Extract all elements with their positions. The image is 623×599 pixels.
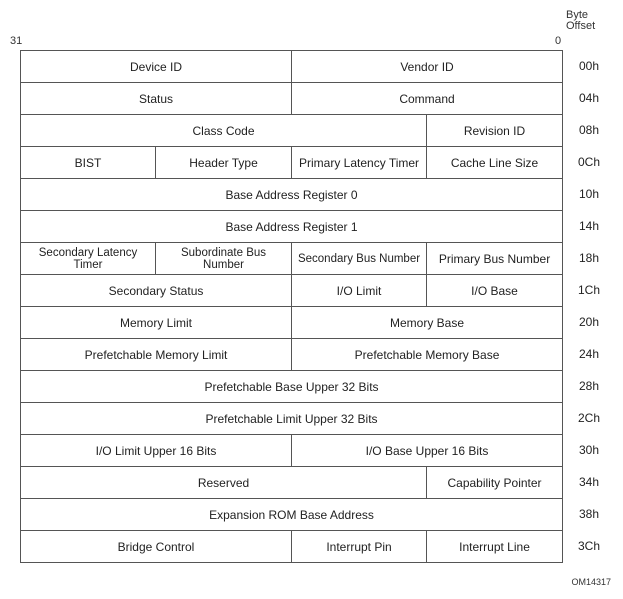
register-field: Primary Bus Number [427,243,563,275]
register-row [21,51,563,83]
byte-label: Byte [566,9,589,21]
register-row [21,403,563,435]
bit-31-label: 31 [10,35,23,47]
register-field: Command [292,83,563,115]
byte-offset-value: 2Ch [577,411,600,425]
byte-offset-value: 20h [578,315,600,329]
config-register-table [20,50,563,563]
register-row [21,531,563,563]
byte-offset-value: 24h [578,347,600,361]
offset-label: Offset [566,20,596,32]
register-field: I/O Base Upper 16 Bits [292,435,563,467]
register-row [21,147,563,179]
register-row [21,339,563,371]
register-row [21,275,563,307]
register-row [21,467,563,499]
register-field: Base Address Register 1 [21,211,563,243]
register-field: Secondary Status [21,275,292,307]
byte-offset-value: 34h [578,475,600,489]
byte-offset-value: 3Ch [577,539,600,553]
register-field: Expansion ROM Base Address [21,499,563,531]
register-row [21,211,563,243]
register-field: Header Type [156,147,292,179]
register-field: I/O Base [427,275,563,307]
register-field: Subordinate Bus Number [156,243,292,275]
register-field: Prefetchable Memory Base [292,339,563,371]
byte-offset-value: 00h [578,59,600,73]
register-field: Secondary Bus Number [292,243,427,275]
register-field: Base Address Register 0 [21,179,563,211]
register-field: Reserved [21,467,427,499]
byte-offset-value: 1Ch [577,283,600,297]
byte-offset-value: 14h [578,219,600,233]
register-field: Memory Limit [21,307,292,339]
register-row [21,371,563,403]
register-field: Memory Base [292,307,563,339]
register-field: I/O Limit Upper 16 Bits [21,435,292,467]
byte-offset-value: 10h [578,187,600,201]
register-row [21,115,563,147]
register-row [21,307,563,339]
byte-offset-value: 0Ch [577,155,600,169]
register-field: Revision ID [427,115,563,147]
register-row [21,83,563,115]
byte-offset-value: 30h [578,443,600,457]
register-field: Bridge Control [21,531,292,563]
register-field: Status [21,83,292,115]
register-field: Interrupt Pin [292,531,427,563]
register-field: I/O Limit [292,275,427,307]
register-field: Prefetchable Base Upper 32 Bits [21,371,563,403]
register-row [21,243,563,275]
register-row [21,179,563,211]
register-field: Device ID [21,51,292,83]
byte-offset-column [564,50,614,562]
register-row [21,499,563,531]
register-row [21,435,563,467]
register-field: Prefetchable Limit Upper 32 Bits [21,403,563,435]
register-field: BIST [21,147,156,179]
register-field: Vendor ID [292,51,563,83]
byte-offset-value: 38h [578,507,600,521]
register-field: Secondary Latency Timer [21,243,156,275]
register-field: Primary Latency Timer [292,147,427,179]
register-field: Class Code [21,115,427,147]
byte-offset-header [566,10,618,32]
register-field: Prefetchable Memory Limit [21,339,292,371]
byte-offset-value: 18h [578,251,600,265]
byte-offset-value: 08h [578,123,600,137]
byte-offset-value: 04h [578,91,600,105]
register-field: Capability Pointer [427,467,563,499]
bit-0-label: 0 [555,35,562,47]
register-field: Interrupt Line [427,531,563,563]
figure-id: OM14317 [571,577,611,587]
register-field: Cache Line Size [427,147,563,179]
byte-offset-value: 28h [578,379,600,393]
